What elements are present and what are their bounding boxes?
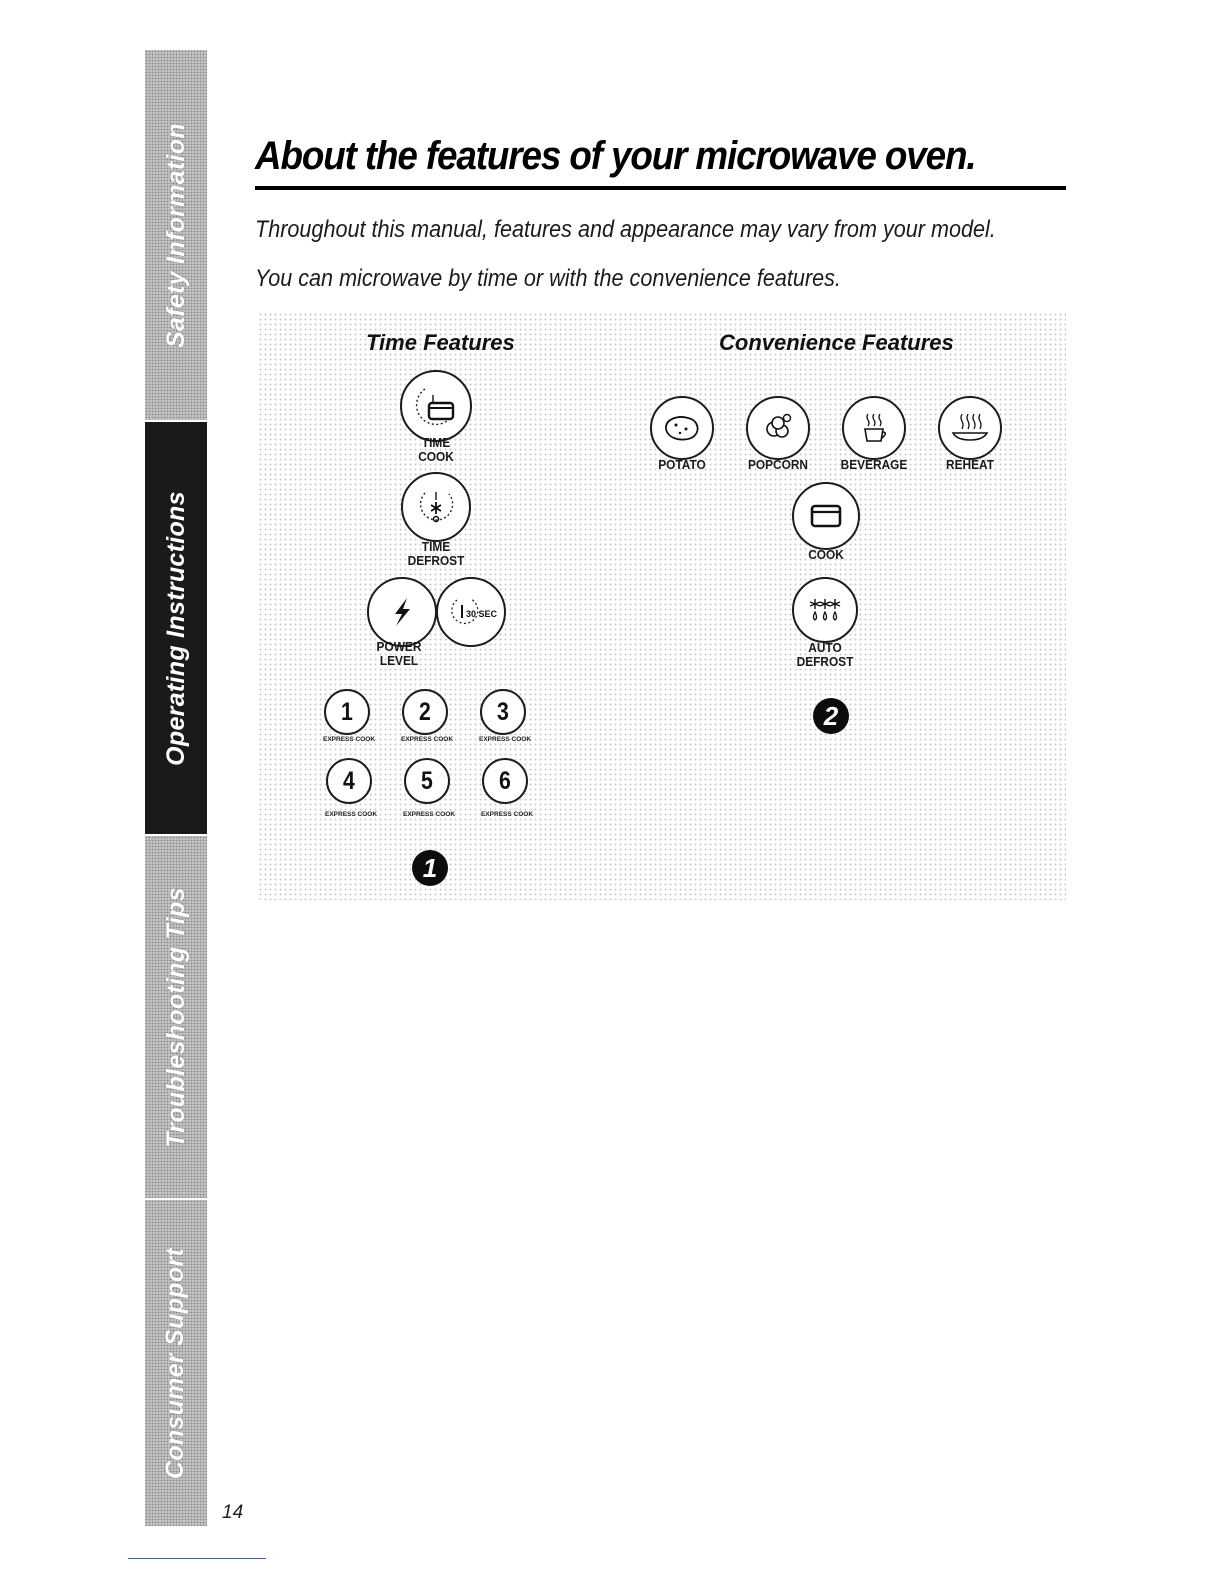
button-number: 6 <box>499 766 511 795</box>
express-cook-5-button[interactable] <box>404 758 450 804</box>
beverage-button[interactable] <box>842 396 906 460</box>
express-cook-caption: EXPRESS COOK <box>401 736 454 743</box>
page-title: About the features of your microwave oven. <box>255 134 976 178</box>
callout-badge-1 <box>412 850 448 886</box>
title-rule <box>255 186 1066 190</box>
button-number: 1 <box>341 697 353 726</box>
clock-30sec-icon <box>445 592 497 632</box>
time-cook-label <box>408 436 465 464</box>
snowflakes-drops-icon <box>804 593 846 627</box>
express-cook-3-button[interactable] <box>480 689 526 735</box>
label-line: POWER <box>376 640 422 654</box>
tab-label: Operating Instructions <box>161 490 190 766</box>
sidebar-tabs <box>145 50 207 1528</box>
callout-badge-2 <box>813 698 849 734</box>
label-line: TIME <box>421 540 451 554</box>
auto-defrost-button[interactable] <box>792 577 858 643</box>
reheat-label: REHEAT <box>946 458 994 472</box>
intro-line-2: You can microwave by time or with the convenience features. <box>255 265 841 292</box>
button-number: 4 <box>343 766 355 795</box>
30-sec-text: 30 SEC <box>466 609 497 619</box>
potato-button[interactable] <box>650 396 714 460</box>
power-level-label <box>364 640 434 668</box>
add-30-sec-button[interactable] <box>436 577 506 647</box>
convenience-features-heading: Convenience Features <box>719 330 954 355</box>
popcorn-button[interactable] <box>746 396 810 460</box>
reheat-button[interactable] <box>938 396 1002 460</box>
cook-button[interactable] <box>792 482 860 550</box>
express-cook-caption: EXPRESS COOK <box>479 736 532 743</box>
express-cook-caption: EXPRESS COOK <box>323 736 376 743</box>
time-defrost-button[interactable] <box>401 472 471 542</box>
button-number: 5 <box>421 766 433 795</box>
time-features-heading: Time Features <box>366 330 515 355</box>
time-cook-button[interactable] <box>400 370 472 442</box>
potato-label: POTATO <box>658 458 706 472</box>
lightning-icon <box>382 592 422 632</box>
potato-icon <box>660 411 704 445</box>
popcorn-label: POPCORN <box>747 458 809 472</box>
tab-consumer-support[interactable] <box>145 1200 207 1528</box>
button-number: 2 <box>419 697 431 726</box>
popcorn-icon <box>758 409 798 447</box>
cup-icon <box>854 408 894 448</box>
intro-line-1: Throughout this manual, features and appearance may vary from your model. <box>255 216 996 243</box>
express-cook-caption: EXPRESS COOK <box>325 811 378 818</box>
tab-label: Troubleshooting Tips <box>161 886 190 1148</box>
label-line: COOK <box>418 450 454 464</box>
cook-label: COOK <box>808 548 844 562</box>
steaming-plate-icon <box>947 408 993 448</box>
express-cook-caption: EXPRESS COOK <box>403 811 456 818</box>
express-cook-6-button[interactable] <box>482 758 528 804</box>
label-line: LEVEL <box>379 654 419 668</box>
label-line: AUTO <box>808 641 842 655</box>
clock-oven-icon <box>411 381 461 431</box>
label-line: TIME <box>421 436 451 450</box>
express-cook-2-button[interactable] <box>402 689 448 735</box>
tab-troubleshooting-tips[interactable] <box>145 836 207 1200</box>
badge-number: 2 <box>823 700 839 731</box>
tab-operating-instructions[interactable] <box>145 422 207 836</box>
button-number: 3 <box>497 697 509 726</box>
clock-snowflake-icon <box>413 484 459 530</box>
label-line: DEFROST <box>407 554 465 568</box>
oven-icon <box>806 501 846 531</box>
time-defrost-label <box>396 540 476 568</box>
footer-rule <box>128 1558 266 1559</box>
badge-number: 1 <box>422 852 438 883</box>
auto-defrost-label <box>788 641 862 669</box>
beverage-label: BEVERAGE <box>840 458 908 472</box>
express-cook-caption: EXPRESS COOK <box>481 811 534 818</box>
label-line: DEFROST <box>796 655 854 669</box>
page-number: 14 <box>222 1502 244 1523</box>
express-cook-1-button[interactable] <box>324 689 370 735</box>
express-cook-4-button[interactable] <box>326 758 372 804</box>
power-level-button[interactable] <box>367 577 437 647</box>
tab-label: Safety Information <box>161 122 190 348</box>
tab-label: Consumer Support <box>161 1247 190 1479</box>
tab-safety-information[interactable] <box>145 50 207 422</box>
control-panel-illustration <box>258 312 1066 900</box>
